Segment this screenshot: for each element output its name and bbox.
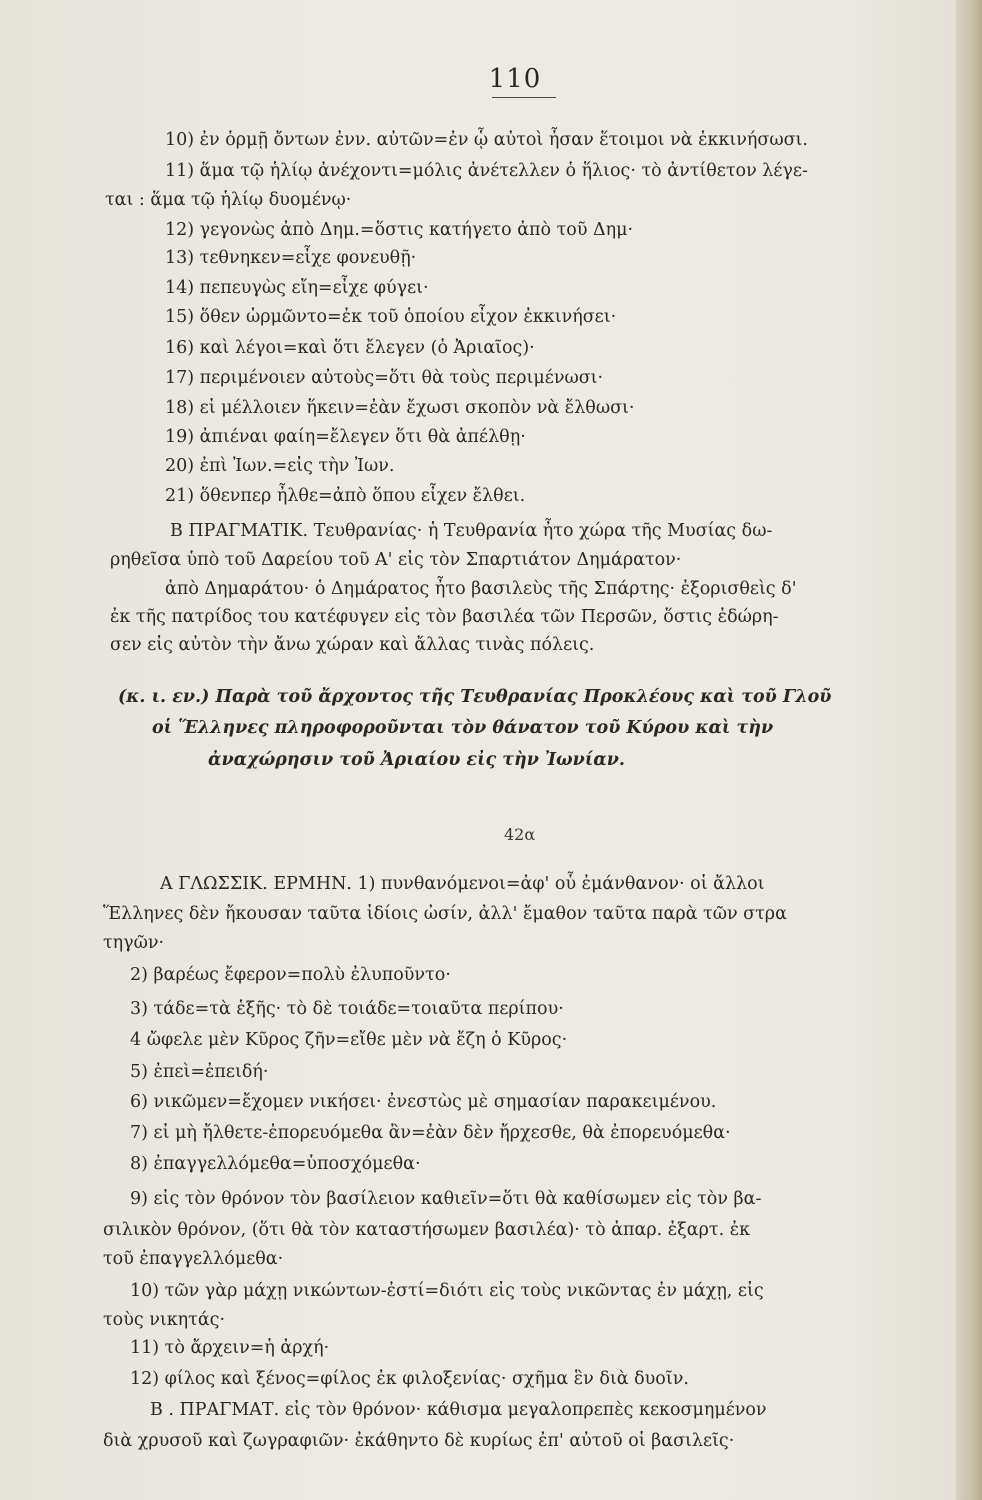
page-edge	[956, 0, 982, 1500]
note-line: ται : ἅμα τῷ ἡλίῳ δυομένῳ·	[105, 190, 352, 210]
gloss-line: τηγῶν·	[103, 933, 165, 953]
gloss-line: 9) εἰς τὸν θρόνον τὸν βασίλειον καθιεῖν=ὅτι θὰ καθίσωμεν εἰς τὸν βα-	[130, 1189, 762, 1209]
note-line: 17) περιμένοιεν αὐτοὺς=ὅτι θὰ τοὺς περιμένωσι·	[165, 368, 604, 388]
gloss-line: τοῦ ἐπαγγελλόμεθα·	[103, 1249, 284, 1269]
page-number-rule	[492, 97, 556, 98]
note-line: 11) ἅμα τῷ ἡλίῳ ἀνέχοντι=μόλις ἀνέτελλεν ὁ ἥλιος· τὸ ἀντίθετον λέγε-	[165, 161, 808, 181]
gloss-line: 3) τάδε=τὰ ἑξῆς· τὸ δὲ τοιάδε=τοιαῦτα περίπου·	[130, 999, 564, 1019]
pragmatic-line: σεν εἰς αὐτὸν τὴν ἄνω χώραν καὶ ἄλλας τινὰς πόλεις.	[110, 635, 595, 655]
note-line: 10) ἐν ὁρμῇ ὄντων ἐνν. αὐτῶν=ἐν ᾧ αὐτοὶ ἦσαν ἕτοιμοι νὰ ἐκκινήσωσι.	[165, 130, 808, 150]
gloss-line: διὰ χρυσοῦ καὶ ζωγραφιῶν· ἐκάθηντο δὲ κυρίως ἐπ' αὐτοῦ οἱ βασιλεῖς·	[103, 1431, 735, 1451]
chapter-summary-line: ἀναχώρησιν τοῦ Ἀριαίου εἰς τὴν Ἰωνίαν.	[208, 750, 625, 770]
gloss-line: 8) ἐπαγγελλόμεθα=ὑποσχόμεθα·	[130, 1154, 421, 1174]
gloss-line: 10) τῶν γὰρ μάχῃ νικώντων-ἐστί=διότι εἰς τοὺς νικῶντας ἐν μάχῃ, εἰς	[130, 1281, 764, 1301]
gloss-line: 6) νικῶμεν=ἔχομεν νικήσει· ἐνεστὼς μὲ σημασίαν παρακειμένου.	[130, 1092, 717, 1112]
gloss-line: 11) τὸ ἄρχειν=ἡ ἀρχή·	[130, 1338, 330, 1358]
note-line: 18) εἰ μέλλοιεν ἥκειν=ἐὰν ἔχωσι σκοπὸν νὰ ἔλθωσι·	[165, 398, 635, 418]
note-line: 20) ἐπὶ Ἰων.=εἰς τὴν Ἰων.	[165, 456, 395, 476]
chapter-summary-line: (κ. ι. εν.) Παρὰ τοῦ ἄρχοντος τῆς Τευθρανίας Προκλέους καὶ τοῦ Γλοῦ	[118, 687, 832, 707]
gloss-line: 4 ὤφελε μὲν Κῦρος ζῆν=εἴθε μὲν νὰ ἔζη ὁ Κῦρος·	[130, 1030, 568, 1050]
page-number: 110	[488, 64, 542, 94]
note-line: 19) ἀπιέναι φαίη=ἔλεγεν ὅτι θὰ ἀπέλθῃ·	[165, 427, 526, 447]
chapter-summary-line: οἱ Ἕλληνες πληροφοροῦνται τὸν θάνατον τοῦ Κύρου καὶ τὴν	[152, 718, 774, 738]
note-line: 14) πεπευγὼς εἴη=εἶχε φύγει·	[165, 278, 429, 298]
gloss-line: σιλικὸν θρόνον, (ὅτι θὰ τὸν καταστήσωμεν βασιλέα)· τὸ ἀπαρ. ἐξαρτ. ἐκ	[103, 1220, 751, 1240]
gloss-line: 7) εἰ μὴ ἤλθετε-ἐπορευόμεθα ἂν=ἐὰν δὲν ἤρχεσθε, θὰ ἐπορευόμεθα·	[130, 1123, 731, 1143]
gloss-line: 5) ἐπεὶ=ἐπειδή·	[130, 1062, 269, 1082]
pragmatic-line: ἐκ τῆς πατρίδος του κατέφυγεν εἰς τὸν βασιλέα τῶν Περσῶν, ὅστις ἐδώρη-	[110, 607, 779, 627]
gloss-line: Β . ΠΡΑΓΜΑΤ. εἰς τὸν θρόνον· κάθισμα μεγαλοπρεπὲς κεκοσμημένον	[150, 1400, 767, 1420]
gloss-line: Α ΓΛΩΣΣΙΚ. ΕΡΜΗΝ. 1) πυνθανόμενοι=ἀφ' οὗ ἐμάνθανον· οἱ ἄλλοι	[160, 874, 765, 894]
gloss-line: 2) βαρέως ἔφερον=πολὺ ἐλυποῦντο·	[130, 965, 451, 985]
gloss-line: Ἕλληνες δὲν ἤκουσαν ταῦτα ἰδίοις ὠσίν, ἀλλ' ἔμαθον ταῦτα παρὰ τῶν στρα	[103, 904, 787, 924]
note-line: 21) ὅθενπερ ἦλθε=ἀπὸ ὅπου εἶχεν ἔλθει.	[165, 486, 526, 506]
section-marker: 42α	[504, 825, 536, 844]
note-line: 15) ὅθεν ὡρμῶντο=ἐκ τοῦ ὁποίου εἶχον ἐκκινήσει·	[165, 307, 617, 327]
note-line: 12) γεγονὼς ἀπὸ Δημ.=ὅστις κατήγετο ἀπὸ τοῦ Δημ·	[165, 220, 634, 240]
note-line: 16) καὶ λέγοι=καὶ ὅτι ἔλεγεν (ὁ Ἀριαῖος)·	[165, 338, 535, 358]
pragmatic-line: Β ΠΡΑΓΜΑΤΙΚ. Τευθρανίας· ἡ Τευθρανία ἦτο χώρα τῆς Μυσίας δω-	[170, 521, 773, 541]
note-line: 13) τεθνηκεν=εἶχε φονευθῇ·	[165, 248, 417, 268]
pragmatic-line: ρηθεῖσα ὑπὸ τοῦ Δαρείου τοῦ Α' εἰς τὸν Σπαρτιάτον Δημάρατον·	[110, 550, 682, 570]
gloss-line: 12) φίλος καὶ ξένος=φίλος ἐκ φιλοξενίας· σχῆμα ἓν διὰ δυοῖν.	[130, 1369, 689, 1389]
gloss-line: τοὺς νικητάς·	[103, 1310, 226, 1330]
pragmatic-line: ἀπὸ Δημαράτου· ὁ Δημάρατος ἦτο βασιλεὺς τῆς Σπάρτης· ἐξορισθεὶς δ'	[165, 579, 797, 599]
